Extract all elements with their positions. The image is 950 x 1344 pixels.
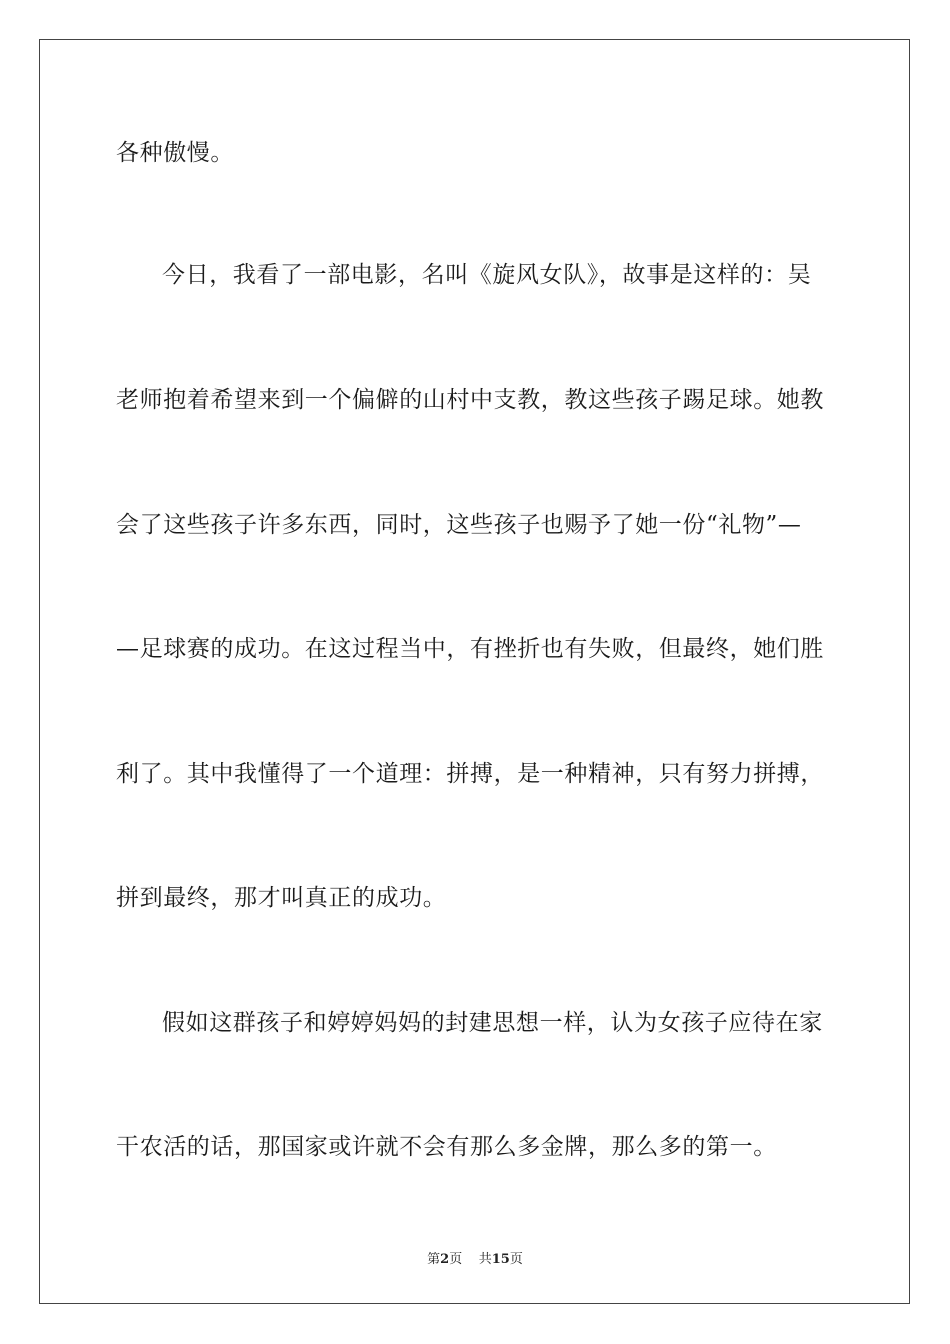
- text-line: 会了这些孩子许多东西，同时，这些孩子也赐予了她一份“礼物”—: [116, 512, 802, 538]
- text-line: 利了。其中我懂得了一个道理：拼搏，是一种精神，只有努力拼搏，: [116, 761, 824, 787]
- page-prefix: 第: [427, 1252, 441, 1267]
- total-suffix: 页: [509, 1252, 523, 1267]
- page-total: 15: [491, 1252, 510, 1267]
- text-line: —足球赛的成功。在这过程当中，有挫折也有失败，但最终，她们胜: [116, 636, 824, 662]
- page-border: [39, 39, 910, 1304]
- paragraph-first-line: 今日，我看了一部电影，名叫《旋风女队》，故事是这样的：吴: [162, 262, 812, 288]
- page-suffix: 页: [449, 1252, 463, 1267]
- page-footer: [0, 1248, 950, 1267]
- page-number: 2: [440, 1252, 450, 1267]
- text-line: 拼到最终，那才叫真正的成功。: [116, 885, 447, 911]
- text-line: 各种傲慢。: [116, 140, 234, 166]
- text-line: 干农活的话，那国家或许就不会有那么多金牌，那么多的第一。: [116, 1134, 777, 1160]
- total-prefix: 共: [478, 1252, 492, 1267]
- text-line: 老师抱着希望来到一个偏僻的山村中支教，教这些孩子踢足球。她教: [116, 387, 824, 413]
- paragraph-first-line: 假如这群孩子和婷婷妈妈的封建思想一样，认为女孩子应待在家: [162, 1010, 823, 1036]
